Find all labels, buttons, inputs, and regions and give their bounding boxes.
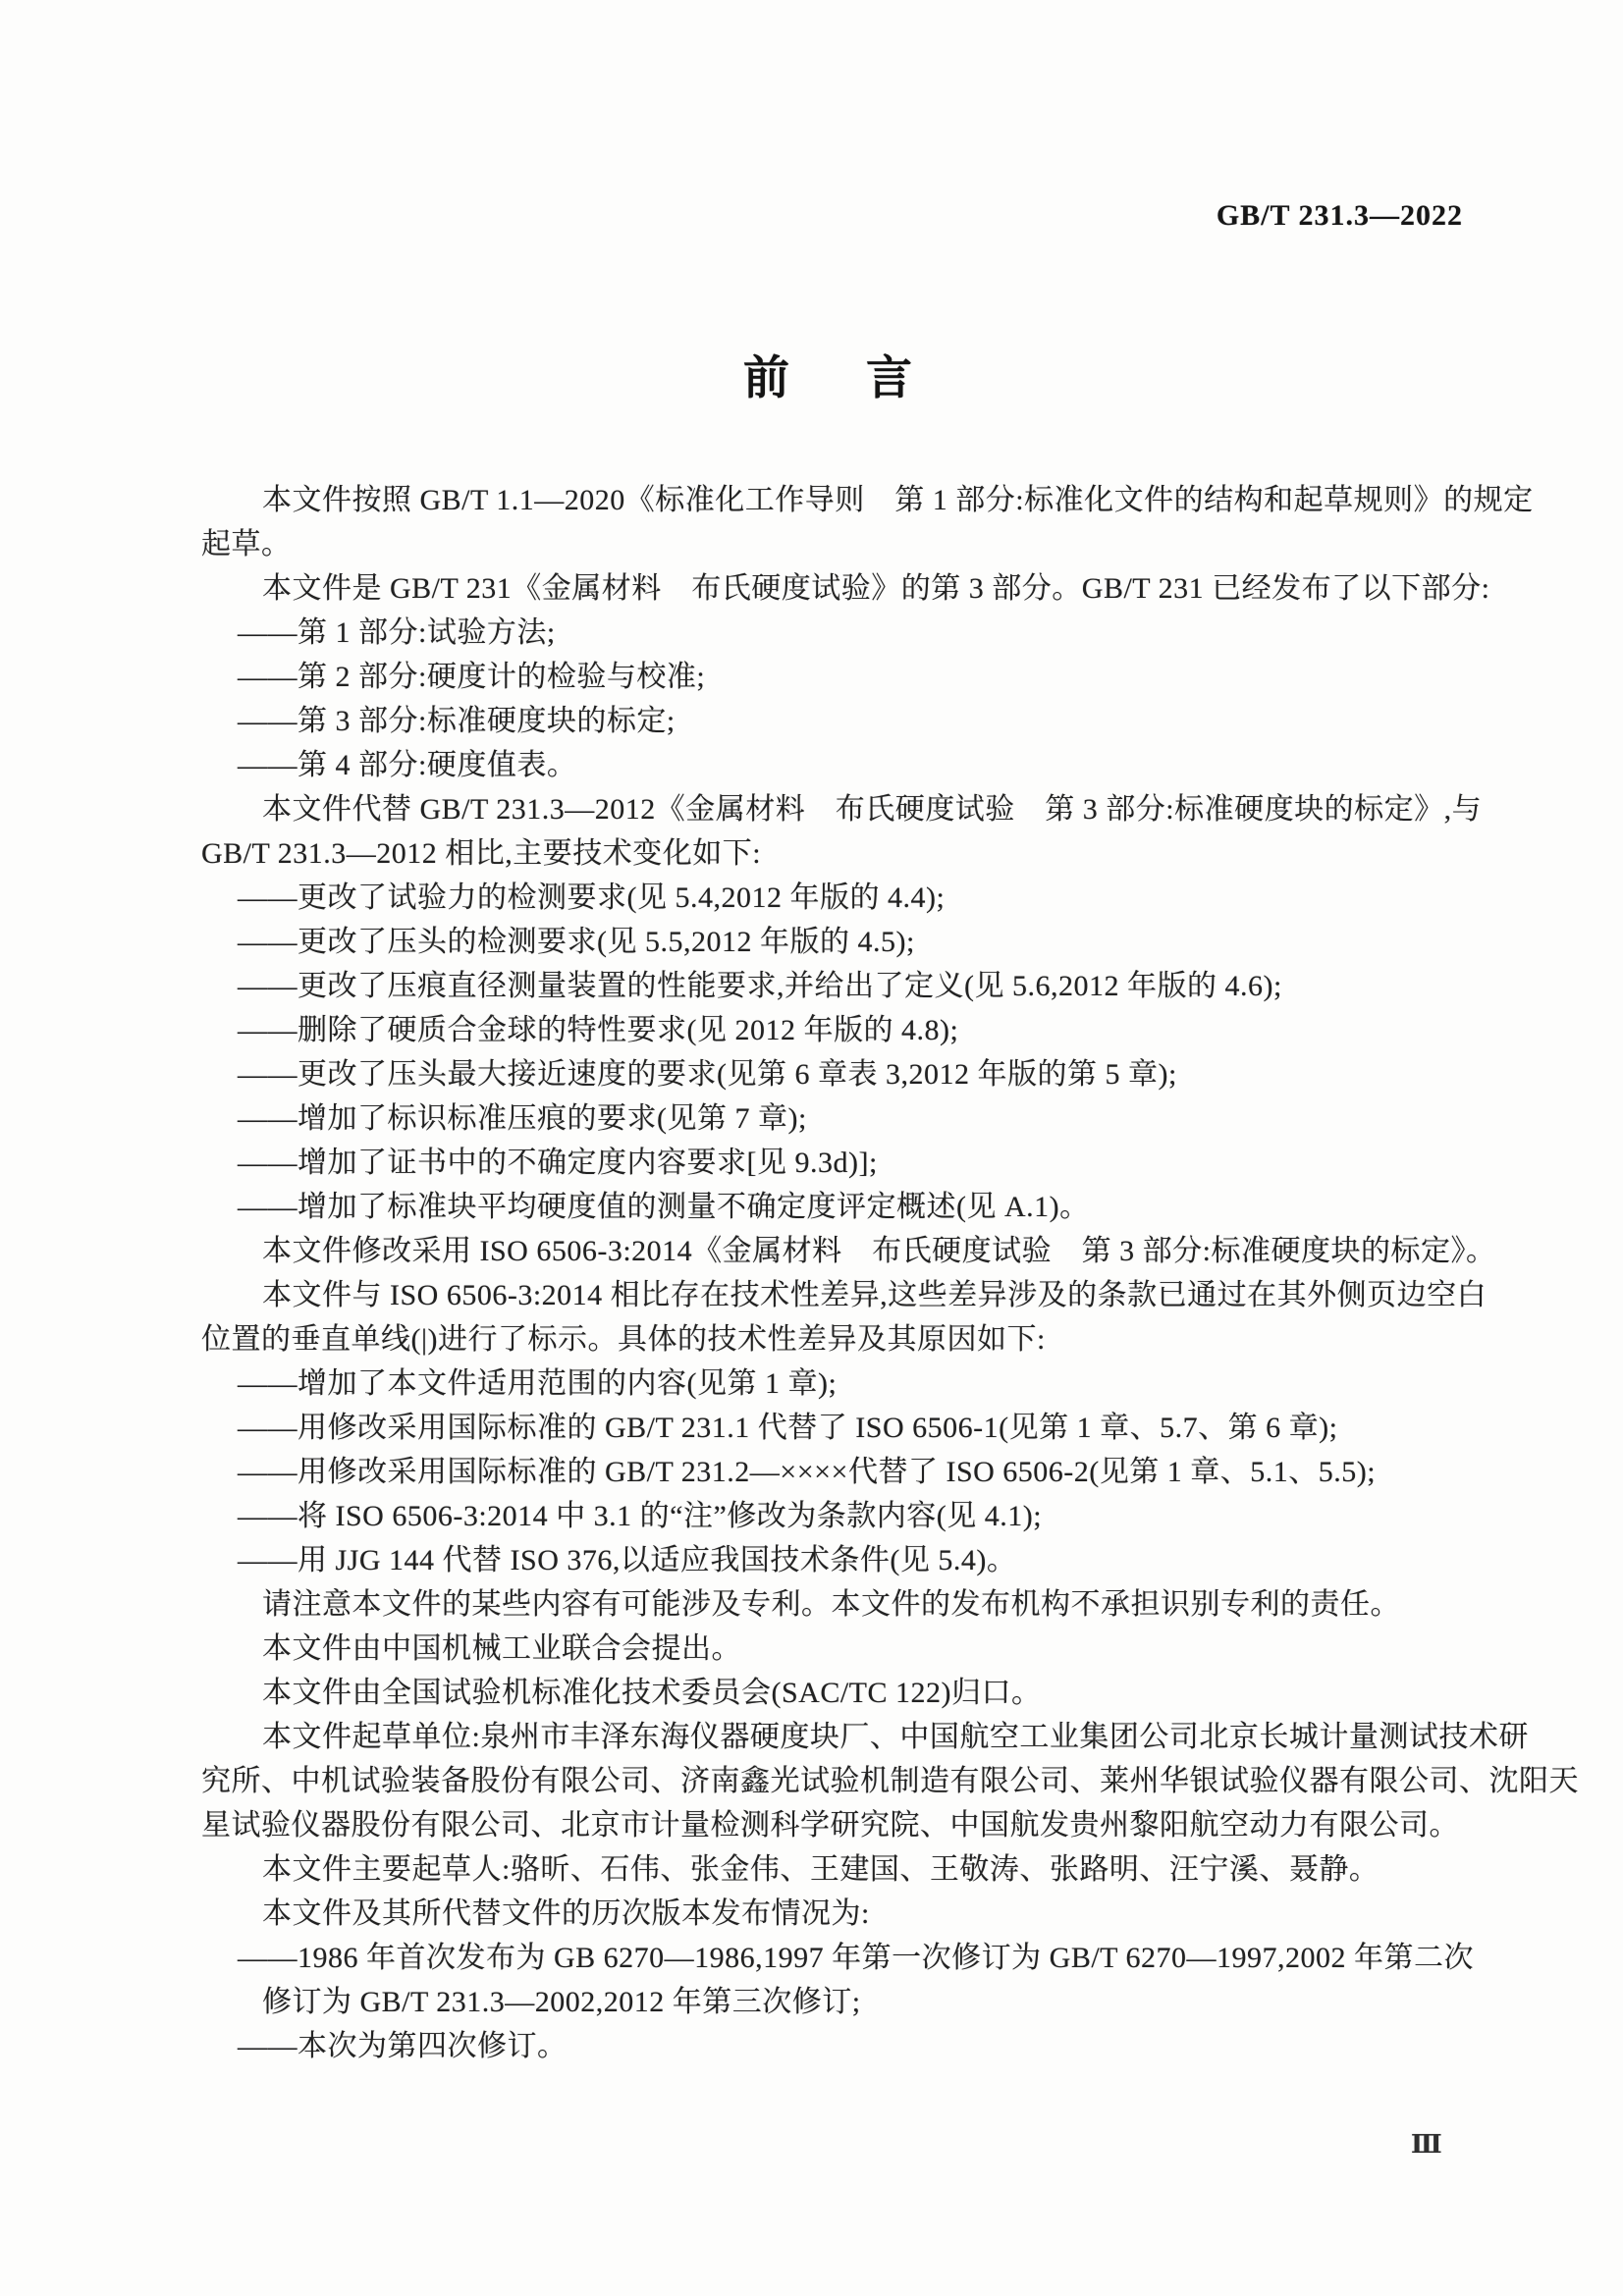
page-number: Ⅲ	[1411, 2130, 1442, 2159]
foreword-line: ——本次为第四次修订。	[238, 2030, 568, 2062]
foreword-line: ——更改了压头的检测要求(见 5.5,2012 年版的 4.5);	[238, 926, 915, 958]
foreword-line: 修订为 GB/T 231.3—2002,2012 年第三次修订;	[262, 1986, 861, 2018]
foreword-line: 请注意本文件的某些内容有可能涉及专利。本文件的发布机构不承担识别专利的责任。	[262, 1588, 1400, 1621]
foreword-line: ——1986 年首次发布为 GB 6270—1986,1997 年第一次修订为 GB/T 6270—1997,2002 年第二次	[238, 1942, 1474, 1974]
foreword-line: ——用修改采用国际标准的 GB/T 231.2—××××代替了 ISO 6506-2(见第 1 章、5.1、5.5);	[238, 1456, 1377, 1488]
foreword-line: 本文件是 GB/T 231《金属材料 布氏硬度试验》的第 3 部分。GB/T 231 已经发布了以下部分:	[262, 572, 1490, 605]
foreword-line: 星试验仪器股份有限公司、北京市计量检测科学研究院、中国航发贵州黎阳航空动力有限公司。	[201, 1809, 1459, 1842]
foreword-line: ——增加了证书中的不确定度内容要求[见 9.3d)];	[238, 1147, 878, 1179]
foreword-line: 本文件主要起草人:骆昕、石伟、张金伟、王建国、王敬涛、张路明、汪宁溪、聂静。	[262, 1853, 1380, 1886]
foreword-line: 本文件代替 GB/T 231.3—2012《金属材料 布氏硬度试验 第 3 部分:标准硬度块的标定》,与	[262, 793, 1483, 826]
foreword-line: ——第 3 部分:标准硬度块的标定;	[238, 705, 676, 737]
standard-code: GB/T 231.3—2022	[1216, 199, 1463, 232]
foreword-line: ——更改了试验力的检测要求(见 5.4,2012 年版的 4.4);	[238, 881, 946, 914]
foreword-line: 究所、中机试验装备股份有限公司、济南鑫光试验机制造有限公司、莱州华银试验仪器有限公司、沈阳天	[201, 1765, 1579, 1797]
foreword-line: ——增加了本文件适用范围的内容(见第 1 章);	[238, 1367, 838, 1400]
foreword-line: ——增加了标准块平均硬度值的测量不确定度评定概述(见 A.1)。	[238, 1191, 1090, 1223]
foreword-line: ——第 1 部分:试验方法;	[238, 616, 556, 649]
foreword-line: ——用 JJG 144 代替 ISO 376,以适应我国技术条件(见 5.4)。	[238, 1544, 1017, 1576]
foreword-line: 本文件起草单位:泉州市丰泽东海仪器硬度块厂、中国航空工业集团公司北京长城计量测试技术研	[262, 1721, 1529, 1753]
foreword-line: ——用修改采用国际标准的 GB/T 231.1 代替了 ISO 6506-1(见第 1 章、5.7、第 6 章);	[238, 1412, 1338, 1444]
foreword-line: 本文件按照 GB/T 1.1—2020《标准化工作导则 第 1 部分:标准化文件的结构和起草规则》的规定	[262, 484, 1534, 516]
foreword-line: ——增加了标识标准压痕的要求(见第 7 章);	[238, 1102, 807, 1135]
foreword-line: ——第 4 部分:硬度值表。	[238, 749, 577, 781]
foreword-line: 本文件修改采用 ISO 6506-3:2014《金属材料 布氏硬度试验 第 3 部分:标准硬度块的标定》。	[262, 1235, 1496, 1267]
foreword-line: ——将 ISO 6506-3:2014 中 3.1 的“注”修改为条款内容(见 4.1);	[238, 1500, 1043, 1532]
foreword-line: ——删除了硬质合金球的特性要求(见 2012 年版的 4.8);	[238, 1014, 959, 1046]
page-title: 前言	[743, 353, 989, 404]
foreword-line: ——更改了压头最大接近速度的要求(见第 6 章表 3,2012 年版的第 5 章);	[238, 1058, 1177, 1091]
foreword-line: ——第 2 部分:硬度计的检验与校准;	[238, 661, 706, 693]
foreword-line: 本文件与 ISO 6506-3:2014 相比存在技术性差异,这些差异涉及的条款已通过在其外侧页边空白	[262, 1279, 1488, 1311]
foreword-line: ——更改了压痕直径测量装置的性能要求,并给出了定义(见 5.6,2012 年版的 4.6);	[238, 970, 1282, 1002]
foreword-line: 本文件由全国试验机标准化技术委员会(SAC/TC 122)归口。	[262, 1677, 1042, 1709]
foreword-line: 位置的垂直单线(|)进行了标示。具体的技术性差异及其原因如下:	[201, 1323, 1046, 1356]
foreword-line: 起草。	[201, 528, 292, 561]
foreword-line: GB/T 231.3—2012 相比,主要技术变化如下:	[201, 837, 762, 870]
foreword-line: 本文件由中国机械工业联合会提出。	[262, 1632, 741, 1665]
foreword-line: 本文件及其所代替文件的历次版本发布情况为:	[262, 1897, 870, 1930]
